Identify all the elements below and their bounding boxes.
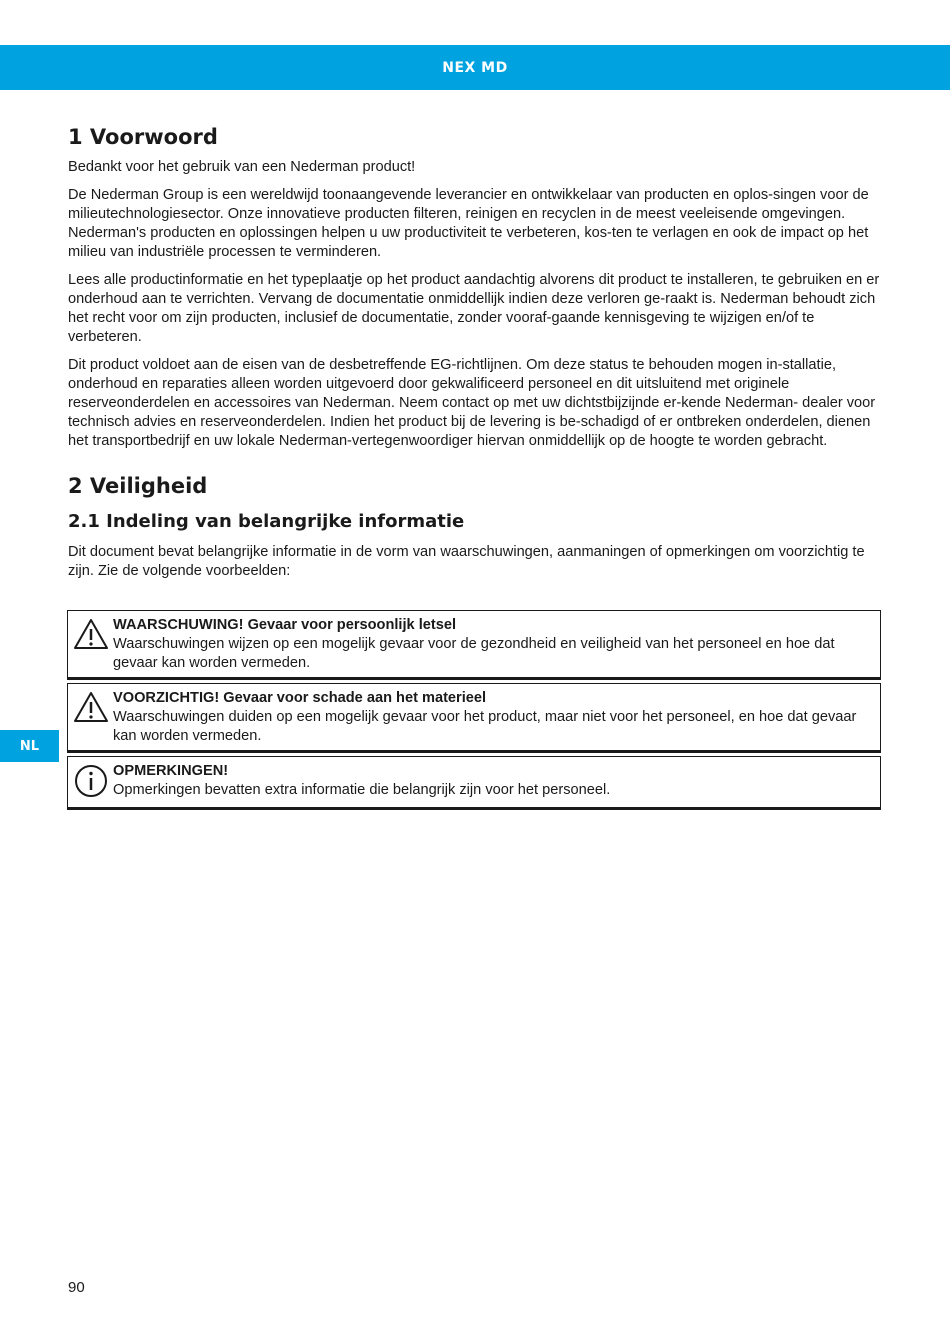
paragraph: Dit product voldoet aan de eisen van de desbetreffende EG-richtlijnen. Om deze status te behouden mogen in-stallatie, onderhoud en reparaties alleen worden uitgevoerd door gekwalificeerd personeel en dit uitsluitend met originele reserveonderdelen en accessoires van Nederman. Neem contact op met uw dichtstbijzijnde er-kende Nederman- dealer voor technisch advies en reserveonderdelen. Indien het product bij de levering is be-schadigd of er ontbreken onderdelen, dienen het transportbedrijf en uw lokale Nederman-vertegenwoordiger hiervan onmiddellijk op de hoogte te worden gebracht. [68,357,876,449]
page-content [68,122,882,581]
section-heading-veiligheid: 2 Veiligheid [68,474,208,498]
note-callout [67,756,881,808]
language-label: NL [19,738,40,754]
caution-callout [67,683,881,751]
section-heading-voorwoord: 1 Voorwoord [68,125,218,149]
callout-title: VOORZICHTIG! Gevaar voor schade aan het materieel [113,690,487,706]
paragraph: Lees alle productinformatie en het typeplaatje op het product aandachtig alvorens dit product te installeren, te gebruiken en er onderhoud aan te verrichten. Vervang de documentatie onmiddellijk indien deze verloren ge-raakt is. Nederman behoudt zich het recht voor om zijn producten, inclusief de documentatie, zonder vooraf-gaande kennisgeving te wijzigen en/of te verbeteren. [68,272,880,345]
callout-title: WAARSCHUWING! Gevaar voor persoonlijk letsel [113,617,457,633]
callout-title: OPMERKINGEN! [113,763,229,779]
header-band [0,45,950,90]
callout-text: Opmerkingen bevatten extra informatie die belangrijk zijn voor het personeel. [113,782,611,798]
page-number: 90 [68,1279,85,1296]
callout-text: Waarschuwingen wijzen op een mogelijk gevaar voor de gezondheid en veiligheid van het personeel en hoe dat gevaar kan worden vermeden. [113,636,835,671]
paragraph: Dit document bevat belangrijke informatie in de vorm van waarschuwingen, aanmaningen of opmerkingen om voorzichtig te zijn. Zie de volgende voorbeelden: [68,544,865,579]
info-circle-icon [73,763,109,799]
document-title: NEX MD [442,59,508,76]
language-tab [0,730,59,762]
warning-callout [67,610,881,678]
paragraph: Bedankt voor het gebruik van een Nederman product! [68,159,416,175]
warning-triangle-icon [73,617,109,653]
callout-text: Waarschuwingen duiden op een mogelijk gevaar voor het product, maar niet voor het personeel, en hoe dat gevaar kan worden vermeden. [113,709,857,744]
paragraph: De Nederman Group is een wereldwijd toonaangevende leverancier en ontwikkelaar van producten en oplos-singen voor de milieutechnologiesector. Onze innovatieve producten filteren, reinigen en recyclen in de meest veeleisende omgevingen. Nederman's producten en oplossingen helpen u uw productiviteit te verbeteren, kos-ten te verlagen en ook de impact op het milieu van industriële processen te verminderen. [68,187,869,260]
subsection-heading: 2.1 Indeling van belangrijke informatie [68,511,465,532]
warning-triangle-icon [73,690,109,726]
